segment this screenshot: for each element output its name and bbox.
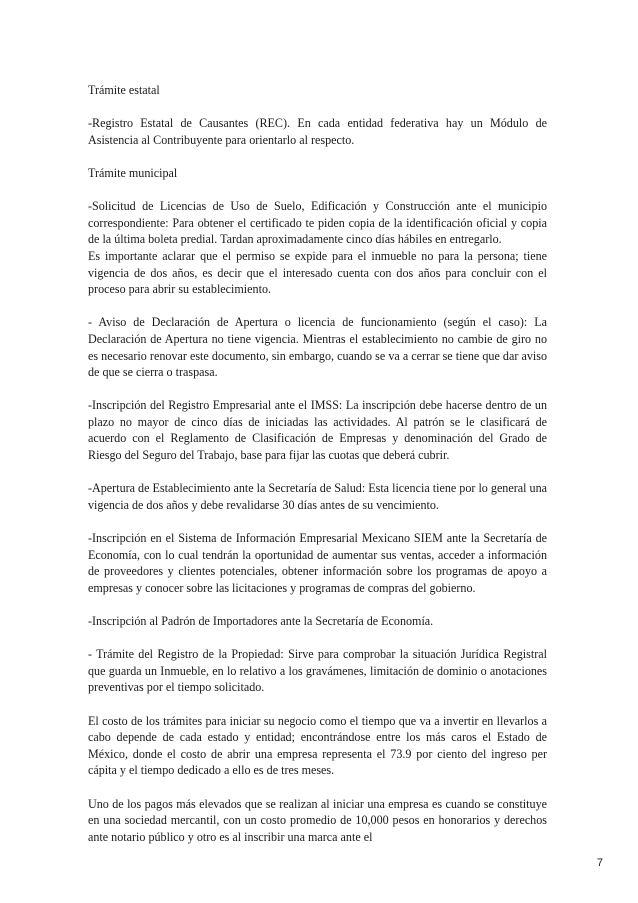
- paragraph-aviso-apertura: - Aviso de Declaración de Apertura o licencia de funcionamiento (según el caso): La Declaración de Apertura no tiene vigencia. Mientras el establecimiento no cambie de giro no es necesario renovar este documento, sin embargo, cuando se va a cerrar se tiene que dar aviso de que se cierra o traspasa.: [88, 315, 547, 380]
- paragraph-secretaria-salud: -Apertura de Establecimiento ante la Secretaría de Salud: Esta licencia tiene por lo general una vigencia de dos años y debe revalidarse 30 días antes de su vencimiento.: [88, 481, 547, 512]
- paragraph-licencias-uso-suelo: -Solicitud de Licencias de Uso de Suelo, Edificación y Construcción ante el municipio correspondiente: Para obtener el certificado te piden copia de la identificación oficial y copia de la última boleta predial. Tardan aproximadamente cinco días hábiles en entregarlo.: [88, 199, 547, 247]
- page-number: 7: [596, 857, 603, 869]
- paragraph-permiso-inmueble: Es importante aclarar que el permiso se expide para el inmueble no para la persona; tiene vigencia de dos años, es decir que el interesado cuenta con dos años para concluir con el proceso para abrir su establecimiento.: [88, 248, 547, 297]
- heading-tramite-municipal: Trámite municipal: [88, 165, 178, 180]
- paragraph-pagos-elevados: Uno de los pagos más elevados que se realizan al iniciar una empresa es cuando se constituye en una sociedad mercantil, con un costo promedio de 10,000 pesos en honorarios y derechos ante notario público y otro es al inscribir una marca ante el: [88, 796, 547, 844]
- paragraph-costo-tramites: El costo de los trámites para iniciar su negocio como el tiempo que va a invertir en llevarlos a cabo depende de cada estado y entidad; encontrándose entre los más caros el Estado de México, donde el costo de abrir una empresa representa el 73.9 por ciento del ingreso per cápita y el tiempo dedicado a ello es de tres meses.: [88, 713, 547, 778]
- paragraph-siem: -Inscripción en el Sistema de Información Empresarial Mexicano SIEM ante la Secretaría de Economía, con lo cual tendrán la oportunidad de aumentar sus ventas, acceder a información de proveedores y clientes potenciales, obtener información sobre los programas de apoyo a empresas y conocer sobre las licitaciones y programas de compras del gobierno.: [88, 531, 547, 595]
- paragraph-registro-propiedad: - Trámite del Registro de la Propiedad: Sirve para comprobar la situación Jurídica Registral que guarda un Inmueble, en lo relativo a los gravámenes, limitación de dominio o anotaciones preventivas por el tiempo solicitado.: [88, 647, 547, 695]
- paragraph-registro-estatal: -Registro Estatal de Causantes (REC). En cada entidad federativa hay un Módulo de Asistencia al Contribuyente para orientarlo al respecto.: [88, 116, 547, 147]
- heading-tramite-estatal: Trámite estatal: [88, 83, 160, 97]
- paragraph-padron-importadores: -Inscripción al Padrón de Importadores ante la Secretaría de Economía.: [88, 614, 434, 628]
- paragraph-registro-imss: -Inscripción del Registro Empresarial ante el IMSS: La inscripción debe hacerse dentro de un plazo no mayor de cinco días de iniciadas las actividades. Al patrón se le clasificará de acuerdo con el Reglamento de Clasificación de Empresas y denominación del Grado de Riesgo del Seguro del Trabajo, base para fijar las cuotas que deberá cubrir.: [88, 398, 547, 463]
- document-body: [88, 82, 547, 862]
